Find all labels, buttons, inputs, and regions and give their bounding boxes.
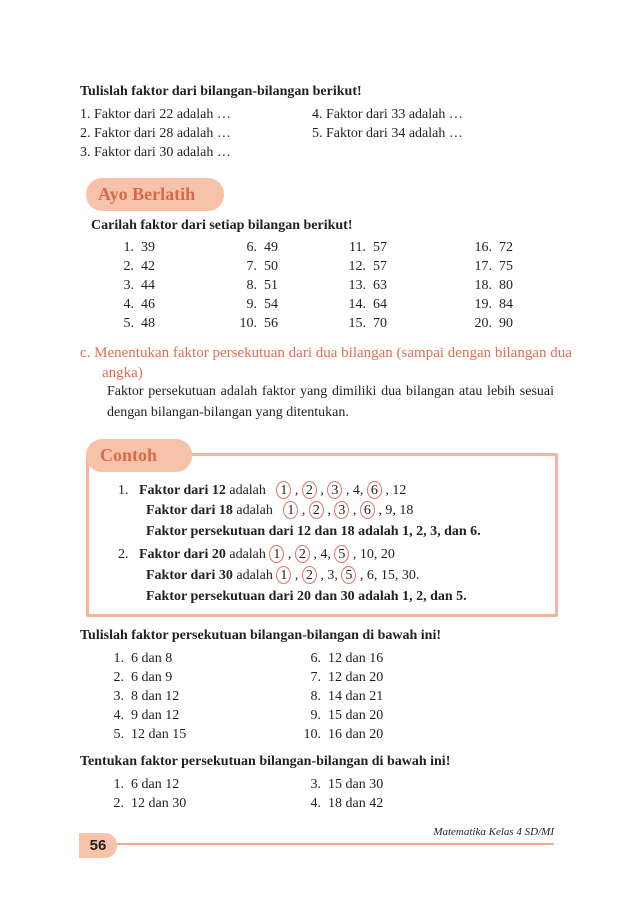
footer-divider [108,843,554,845]
example-badge [86,439,192,472]
item-value: 90 [499,316,513,331]
list-item: 1. Faktor dari 22 adalah … [80,107,231,122]
item-number: 10. [239,316,257,331]
example-badge-label: Contoh [100,445,158,465]
item-number: 15. [348,316,366,331]
section3-heading: Tentukan faktor persekutuan bilangan-bilangan di bawah ini! [80,754,451,769]
factor-text: , 9, 18 [378,503,414,518]
item-number: 10. [303,727,321,742]
subsection-c-paragraph: Faktor persekutuan adalah faktor yang dimiliki dua bilangan atau lebih sesuai dengan bilangan-bilangan yang ditentukan. [107,384,554,420]
section1-heading: Tulislah faktor dari bilangan-bilangan berikut! [80,84,362,99]
item-number: 2. [113,670,124,685]
example-2-result: Faktor persekutuan dari 20 dan 30 adalah 1, 2, dan 5. [146,589,467,604]
item-number: 9. [246,297,257,312]
item-number: 7. [246,259,257,274]
section2-heading: Tulislah faktor persekutuan bilangan-bilangan di bawah ini! [80,628,442,643]
example-1-result: Faktor persekutuan dari 12 dan 18 adalah 1, 2, 3, dan 6. [146,524,481,539]
item-number: 3. [113,689,124,704]
item-value: 6 dan 9 [131,670,173,685]
item-value: 16 dan 20 [328,727,384,742]
circled-factor: 5 [334,545,349,563]
item-value: 57 [373,259,387,274]
practice-heading: Carilah faktor dari setiap bilangan berikut! [91,218,353,233]
item-value: 9 dan 12 [131,708,180,723]
item-value: 14 dan 21 [328,689,384,704]
example-label: Faktor dari 12 [139,483,226,498]
item-number: 2. [123,259,134,274]
item-number: 4. [113,708,124,723]
factor-text: , 6, 15, 30. [359,568,420,583]
item-number: 1. [113,651,124,666]
practice-badge [86,178,224,211]
factor-text: , 4, [345,483,364,498]
item-value: 70 [373,316,387,331]
item-value: 80 [499,278,513,293]
item-value: 50 [264,259,278,274]
circled-factor: 6 [360,501,375,519]
item-number: 12. [348,259,366,274]
example-word: adalah [229,547,266,562]
item-number: 8. [246,278,257,293]
circled-factor: 2 [295,545,310,563]
item-number: 17. [474,259,492,274]
item-value: 84 [499,297,513,312]
item-number: 9. [310,708,321,723]
item-value: 15 dan 30 [328,777,384,792]
circled-factor: 3 [334,501,349,519]
factor-text: , 12 [385,483,407,498]
item-number: 13. [348,278,366,293]
item-number: 14. [348,297,366,312]
item-value: 6 dan 8 [131,651,173,666]
item-value: 54 [264,297,278,312]
item-number: 19. [474,297,492,312]
item-value: 42 [141,259,155,274]
circled-factor: 1 [276,481,291,499]
item-number: 6. [246,240,257,255]
item-number: 3. [123,278,134,293]
item-value: 46 [141,297,155,312]
item-number: 4. [310,796,321,811]
example-word: adalah [236,503,273,518]
divider [86,204,552,205]
item-value: 12 dan 15 [131,727,187,742]
item-value: 12 dan 30 [131,796,187,811]
item-value: 63 [373,278,387,293]
item-value: 12 dan 20 [328,670,384,685]
example-2-line-b: Faktor dari 30 adalah 1 , 2 , 3, 5 , 6, 15, 30. [146,568,420,583]
item-value: 12 dan 16 [328,651,384,666]
item-value: 51 [264,278,278,293]
item-value: 48 [141,316,155,331]
circled-factor: 1 [283,501,298,519]
item-number: 7. [310,670,321,685]
item-number: 2. [113,796,124,811]
circled-factor: 1 [276,566,291,584]
circled-factor: 3 [327,481,342,499]
practice-badge-label: Ayo Berlatih [98,184,196,204]
circled-factor: 2 [302,481,317,499]
footer-book-title: Matematika Kelas 4 SD/MI [433,826,554,838]
item-value: 49 [264,240,278,255]
list-item: 3. Faktor dari 30 adalah … [80,145,231,160]
circled-factor: 6 [367,481,382,499]
example-word: adalah [229,483,266,498]
item-value: 75 [499,259,513,274]
item-value: 64 [373,297,387,312]
item-value: 56 [264,316,278,331]
example-1-line-a: 1. Faktor dari 12 adalah 1 , 2 , 3 , 4, 6 , 12 [118,483,407,498]
item-value: 6 dan 12 [131,777,180,792]
subsection-c-title: c. Menentukan faktor persekutuan dari dua bilangan (sampai dengan bilangan dua angka) [80,345,572,381]
example-2-line-a: 2. Faktor dari 20 adalah 1 , 2 , 4, 5 , 10, 20 [118,547,395,562]
list-item: 2. Faktor dari 28 adalah … [80,126,231,141]
item-number: 5. [123,316,134,331]
example-result-text: Faktor persekutuan dari 12 dan 18 adalah 1, 2, 3, dan 6 [146,524,478,539]
item-number: 1. [113,777,124,792]
factor-text: , 3, [320,568,338,583]
item-value: 72 [499,240,513,255]
item-value: 57 [373,240,387,255]
factor-text: , 4, [313,547,331,562]
example-label: Faktor dari 18 [146,503,233,518]
circled-factor: 5 [341,566,356,584]
item-number: 16. [474,240,492,255]
example-label: Faktor dari 30 [146,568,233,583]
page-number: 56 [79,833,117,858]
item-number: 8. [310,689,321,704]
item-value: 18 dan 42 [328,796,384,811]
circled-factor: 2 [309,501,324,519]
example-word: adalah [236,568,273,583]
item-number: 4. [123,297,134,312]
item-number: 1. [123,240,134,255]
item-number: 6. [310,651,321,666]
item-number: 18. [474,278,492,293]
circled-factor: 1 [269,545,284,563]
list-item: 5. Faktor dari 34 adalah … [312,126,463,141]
example-number: 1. [118,483,129,498]
item-number: 3. [310,777,321,792]
item-value: 8 dan 12 [131,689,180,704]
list-item: 4. Faktor dari 33 adalah … [312,107,463,122]
item-number: 20. [474,316,492,331]
item-number: 5. [113,727,124,742]
example-1-line-b: Faktor dari 18 adalah 1 , 2 , 3 , 6 , 9, 18 [146,503,414,518]
item-value: 39 [141,240,155,255]
item-number: 11. [349,240,366,255]
item-value: 15 dan 20 [328,708,384,723]
item-value: 44 [141,278,155,293]
example-label: Faktor dari 20 [139,547,226,562]
example-number: 2. [118,547,129,562]
factor-text: , 10, 20 [352,547,395,562]
circled-factor: 2 [302,566,317,584]
